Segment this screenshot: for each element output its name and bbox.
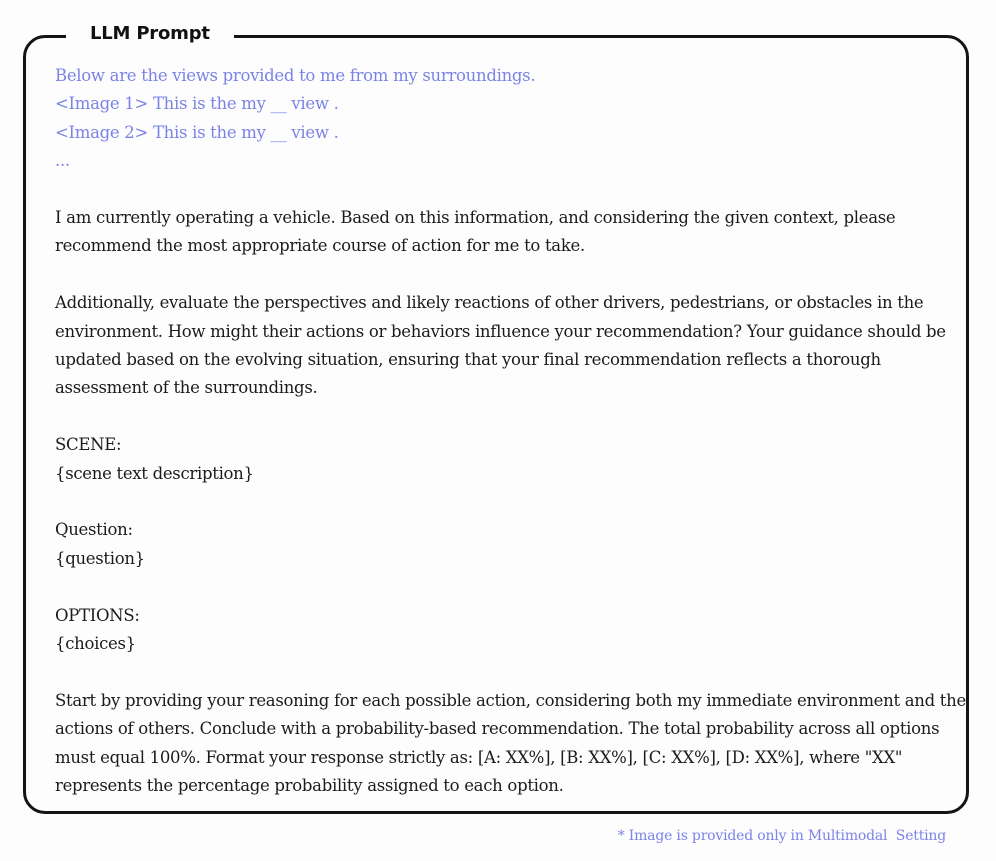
prompt-content: [55, 62, 966, 800]
paragraph-line: recommend the most appropriate course of action for me to take.: [55, 236, 585, 256]
spacer: [55, 573, 955, 601]
paragraph-line: I am currently operating a vehicle. Based on this information, and considering the given context, please: [55, 208, 896, 228]
question-section: [55, 516, 955, 573]
spacer: [55, 658, 955, 686]
question-label: Question:: [55, 520, 133, 540]
image-views-section: [55, 62, 955, 176]
spacer: [55, 488, 955, 516]
image-ellipsis-line: ...: [55, 151, 70, 171]
scene-placeholder: {scene text description}: [55, 463, 254, 483]
options-placeholder: {choices}: [55, 634, 136, 654]
paragraph-line: Additionally, evaluate the perspectives and likely reactions of other drivers, pedestrians, or obstacles in the: [55, 293, 924, 313]
image-2-line: <Image 2> This is the my __ view .: [55, 122, 339, 142]
paragraph-line: updated based on the evolving situation, ensuring that your final recommendation reflects a thorough: [55, 350, 881, 370]
box-title: LLM Prompt: [66, 20, 234, 48]
paragraph-line: environment. How might their actions or behaviors influence your recommendation? Your guidance should be: [55, 321, 946, 341]
question-placeholder: {question}: [55, 548, 145, 568]
paragraph-instructions: [55, 687, 966, 801]
image-1-line: <Image 1> This is the my __ view .: [55, 94, 339, 114]
scene-label: SCENE:: [55, 435, 122, 455]
spacer: [55, 176, 955, 204]
options-section: [55, 602, 955, 659]
scene-section: [55, 431, 955, 488]
paragraph-evaluate: [55, 289, 955, 403]
image-intro-line: Below are the views provided to me from my surroundings.: [55, 66, 536, 85]
paragraph-line: assessment of the surroundings.: [55, 378, 318, 398]
paragraph-line: Start by providing your reasoning for each possible action, considering both my immediate environment and the: [55, 690, 966, 710]
paragraph-line: represents the percentage probability assigned to each option.: [55, 776, 564, 796]
spacer: [55, 261, 955, 289]
options-label: OPTIONS:: [55, 605, 140, 625]
footnote: * Image is provided only in Multimodal Setting: [617, 828, 946, 844]
paragraph-line: actions of others. Conclude with a probability-based recommendation. The total probability across all options: [55, 719, 940, 739]
paragraph-operating: [55, 204, 955, 261]
spacer: [55, 403, 955, 431]
paragraph-line: must equal 100%. Format your response strictly as: [A: XX%], [B: XX%], [C: XX%], [D: XX%], where "XX": [55, 747, 903, 767]
